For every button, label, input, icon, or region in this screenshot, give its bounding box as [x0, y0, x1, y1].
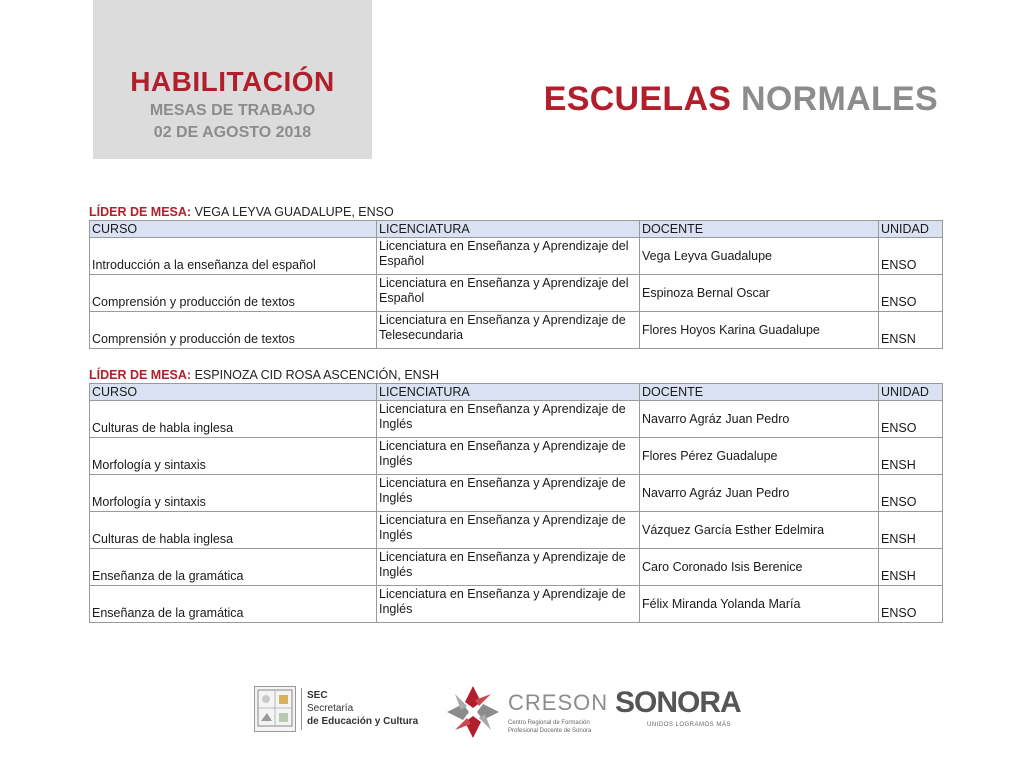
- leader-value: ESPINOZA CID ROSA ASCENCIÓN, ENSH: [194, 368, 440, 382]
- assignments-table: [89, 220, 943, 349]
- cell-curso: Comprensión y producción de textos: [90, 275, 377, 312]
- table-row: [90, 401, 943, 438]
- logo-divider: [301, 688, 302, 730]
- cell-licenciatura: Licenciatura en Enseñanza y Aprendizaje de Inglés: [377, 475, 640, 512]
- col-header-curso: CURSO: [90, 384, 377, 401]
- cell-unidad: ENSO: [879, 475, 943, 512]
- leader-value: VEGA LEYVA GUADALUPE, ENSO: [194, 205, 394, 219]
- cell-curso: Enseñanza de la gramática: [90, 586, 377, 623]
- cell-curso: Morfología y sintaxis: [90, 475, 377, 512]
- leader-label: LÍDER DE MESA:: [89, 205, 192, 219]
- creson-emblem-icon: [443, 682, 503, 742]
- leader-line: [89, 368, 942, 383]
- cell-curso: Morfología y sintaxis: [90, 438, 377, 475]
- col-header-unidad: UNIDAD: [879, 384, 943, 401]
- table-section-1: [89, 205, 942, 349]
- sec-line3: de Educación y Cultura: [307, 716, 419, 727]
- title-box: [93, 0, 372, 159]
- heading-part2: NORMALES: [741, 80, 938, 118]
- coat-of-arms-icon: [254, 686, 296, 732]
- cell-curso: Culturas de habla inglesa: [90, 401, 377, 438]
- cell-unidad: ENSO: [879, 238, 943, 275]
- cell-licenciatura: Licenciatura en Enseñanza y Aprendizaje de Inglés: [377, 401, 640, 438]
- cell-docente: Caro Coronado Isis Berenice: [640, 549, 879, 586]
- cell-licenciatura: Licenciatura en Enseñanza y Aprendizaje de Inglés: [377, 512, 640, 549]
- col-header-curso: CURSO: [90, 221, 377, 238]
- cell-licenciatura: Licenciatura en Enseñanza y Aprendizaje del Español: [377, 275, 640, 312]
- sonora-name: SONORA: [615, 686, 741, 719]
- table-row: [90, 586, 943, 623]
- col-header-docente: DOCENTE: [640, 221, 879, 238]
- table-header-row: [90, 384, 943, 401]
- col-header-unidad: UNIDAD: [879, 221, 943, 238]
- cell-licenciatura: Licenciatura en Enseñanza y Aprendizaje de Inglés: [377, 549, 640, 586]
- table-row: [90, 238, 943, 275]
- table-row: [90, 275, 943, 312]
- cell-curso: Culturas de habla inglesa: [90, 512, 377, 549]
- cell-docente: Vega Leyva Guadalupe: [640, 238, 879, 275]
- cell-docente: Félix Miranda Yolanda María: [640, 586, 879, 623]
- cell-licenciatura: Licenciatura en Enseñanza y Aprendizaje de Inglés: [377, 438, 640, 475]
- creson-name: CRESON: [508, 690, 609, 715]
- footer-logos: [250, 678, 760, 748]
- title: HABILITACIÓN: [130, 66, 335, 97]
- table-row: [90, 475, 943, 512]
- col-header-docente: DOCENTE: [640, 384, 879, 401]
- cell-unidad: ENSO: [879, 275, 943, 312]
- cell-docente: Flores Pérez Guadalupe: [640, 438, 879, 475]
- cell-curso: Comprensión y producción de textos: [90, 312, 377, 349]
- cell-unidad: ENSH: [879, 438, 943, 475]
- sonora-tagline: UNIDOS LOGRAMOS MÁS: [647, 722, 731, 728]
- leader-line: [89, 205, 942, 220]
- cell-unidad: ENSO: [879, 586, 943, 623]
- table-row: [90, 549, 943, 586]
- page-heading: [544, 80, 938, 119]
- cell-curso: Introducción a la enseñanza del español: [90, 238, 377, 275]
- cell-docente: Espinoza Bernal Oscar: [640, 275, 879, 312]
- cell-licenciatura: Licenciatura en Enseñanza y Aprendizaje de Inglés: [377, 586, 640, 623]
- sec-line1: SEC: [307, 690, 328, 701]
- cell-docente: Navarro Agráz Juan Pedro: [640, 475, 879, 512]
- cell-docente: Vázquez García Esther Edelmira: [640, 512, 879, 549]
- table-header-row: [90, 221, 943, 238]
- creson-subtitle: Centro Regional de Formación Profesional Docente de Sonora: [508, 720, 592, 734]
- cell-unidad: ENSN: [879, 312, 943, 349]
- cell-licenciatura: Licenciatura en Enseñanza y Aprendizaje de Telesecundaria: [377, 312, 640, 349]
- cell-docente: Flores Hoyos Karina Guadalupe: [640, 312, 879, 349]
- table-row: [90, 512, 943, 549]
- cell-unidad: ENSO: [879, 401, 943, 438]
- cell-licenciatura: Licenciatura en Enseñanza y Aprendizaje del Español: [377, 238, 640, 275]
- creson-logo: [443, 682, 609, 742]
- table-section-2: [89, 368, 942, 623]
- cell-unidad: ENSH: [879, 549, 943, 586]
- heading-part1: ESCUELAS: [543, 80, 732, 118]
- leader-label: LÍDER DE MESA:: [89, 368, 192, 382]
- cell-docente: Navarro Agráz Juan Pedro: [640, 401, 879, 438]
- subtitle: MESAS DE TRABAJO: [149, 102, 316, 119]
- col-header-licenciatura: LICENCIATURA: [377, 384, 640, 401]
- sec-line2: Secretaría: [307, 703, 354, 714]
- assignments-table: [89, 383, 943, 623]
- sonora-logo: [615, 686, 755, 736]
- sec-logo: [250, 684, 425, 734]
- col-header-licenciatura: LICENCIATURA: [377, 221, 640, 238]
- table-row: [90, 312, 943, 349]
- table-row: [90, 438, 943, 475]
- cell-curso: Enseñanza de la gramática: [90, 549, 377, 586]
- date: 02 DE AGOSTO 2018: [153, 124, 312, 141]
- cell-unidad: ENSH: [879, 512, 943, 549]
